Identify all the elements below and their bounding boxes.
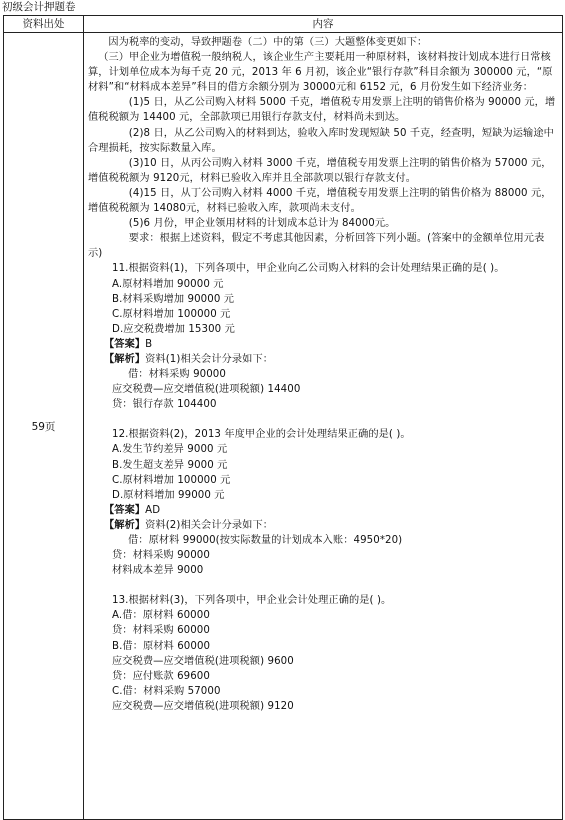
content-line	[88, 503, 558, 518]
line-text: A.借：原材料 60000	[112, 610, 210, 622]
content-line	[88, 382, 558, 397]
answer-tag: 【答案】	[104, 504, 146, 516]
line-text: C.借：材料采购 57000	[112, 685, 221, 697]
exam-table	[3, 15, 563, 820]
spacer	[88, 412, 558, 427]
content-line	[88, 261, 558, 276]
content-line	[88, 126, 558, 156]
content-line	[88, 623, 558, 638]
content-line	[88, 608, 558, 623]
table-row	[4, 33, 563, 820]
line-text: (5)6 月份，甲企业领用材料的计划成本总计为 84000元。	[128, 218, 396, 230]
line-text: (1)5 日，从乙公司购入材料 5000 千克，增值税专用发票上注明的销售价格为 90000 元，增值税税额为 14400 元，全部款项已用银行存款支付，材料尚未到达。	[88, 97, 556, 124]
content-line	[88, 518, 558, 533]
content-line	[88, 473, 558, 488]
content-line	[88, 50, 558, 95]
header-content: 内容	[84, 16, 563, 33]
line-text: (3)10 日，从丙公司购入材料 3000 千克，增值税专用发票上注明的销售价格为 57000 元，增值税税额为 9120元，材料已验收入库并且全部款项以银行存款支付。	[88, 157, 552, 184]
line-text: (2)8 日，从乙公司购入的材料到达，验收入库时发现短缺 50 千克，经查明，短缺为运输途中合理损耗，按实际数量入库。	[88, 127, 554, 154]
content-line	[88, 35, 558, 50]
line-text: B.材料采购增加 90000 元	[112, 293, 235, 305]
line-text: 贷：应付账款 69600	[112, 670, 210, 682]
line-text: 资料(1)相关会计分录如下：	[145, 353, 274, 365]
line-text: （三）甲企业为增值税一般纳税人，该企业生产主要耗用一种原材料，该材料按计划成本进行日常核算，计划单位成本为每千克 20 元，2013 年 6 月初，该企业“银行存款”科目余额为 300000 元，“原材料”和“材料成本差异”科目的借方余额分别为 30000元和 6152 元，6 月份发生如下经济业务：	[88, 52, 553, 94]
content-line	[88, 322, 558, 337]
line-text: 因为税率的变动，导致押题卷（二）中的第（三）大题整体变更如下：	[108, 37, 428, 48]
line-text: 应交税费—应交增值税(进项税额) 9600	[112, 655, 294, 667]
line-text: AD	[145, 504, 161, 516]
content-line	[88, 397, 558, 412]
content-line	[88, 307, 558, 322]
content-line	[88, 337, 558, 352]
content-line	[88, 533, 558, 548]
line-text: 11.根据资料(1)，下列各项中，甲企业向乙公司购入材料的会计处理结果正确的是( )。	[112, 263, 505, 275]
line-text: 应交税费—应交增值税(进项税额) 14400	[112, 384, 301, 396]
content-cell	[84, 33, 563, 820]
line-text: 贷：材料采购 60000	[112, 625, 210, 637]
content-line	[88, 654, 558, 669]
line-text: B.发生超支差异 9000 元	[112, 459, 228, 471]
content-line	[88, 427, 558, 442]
answer-tag: 【答案】	[104, 338, 146, 350]
line-text: A.原材料增加 90000 元	[112, 278, 224, 290]
line-text: 资料(2)相关会计分录如下：	[145, 519, 274, 531]
content-line	[88, 639, 558, 654]
line-text: 要求：根据上述资料，假定不考虑其他因素，分析回答下列小题。(答案中的金额单位用元表示)	[88, 233, 545, 260]
content-line	[88, 458, 558, 473]
line-text: B.借：原材料 60000	[112, 640, 211, 652]
content-line	[88, 548, 558, 563]
line-text: 材料成本差异 9000	[112, 565, 204, 577]
content-line	[88, 442, 558, 457]
content-line	[88, 367, 558, 382]
content-line	[88, 699, 558, 714]
line-text: 借：原材料 99000(按实际数量的计划成本入账：4950*20)	[128, 535, 403, 546]
line-text: 贷：银行存款 104400	[112, 399, 217, 411]
content-line	[88, 216, 558, 231]
line-text: 12.根据资料(2)，2013 年度甲企业的会计处理结果正确的是( )。	[112, 429, 411, 441]
content-line	[88, 563, 558, 578]
content-line	[88, 684, 558, 699]
content-line	[88, 669, 558, 684]
line-text: D.原材料增加 99000 元	[112, 489, 225, 501]
line-text: B	[145, 338, 153, 350]
line-text: 应交税费—应交增值税(进项税额) 9120	[112, 700, 294, 712]
content-line	[88, 488, 558, 503]
content-body	[84, 33, 562, 714]
line-text: C.原材料增加 100000 元	[112, 474, 231, 486]
header-source: 资料出处	[4, 16, 84, 33]
line-text: 13.根据材料(3)，下列各项中，甲企业会计处理正确的是( )。	[112, 595, 392, 607]
content-line	[88, 593, 558, 608]
content-line	[88, 156, 558, 186]
line-text: (4)15 日，从丁公司购入材料 4000 千克，增值税专用发票上注明的销售价格为 88000 元，增值税税额为 14080元，材料已验收入库，款项尚未支付。	[88, 187, 552, 215]
spacer	[88, 578, 558, 593]
line-text: C.原材料增加 100000 元	[112, 308, 231, 320]
content-line	[88, 292, 558, 307]
line-text: 贷：材料采购 90000	[112, 550, 210, 562]
line-text: D.应交税费增加 15300 元	[112, 323, 235, 335]
line-text: 借：材料采购 90000	[128, 369, 226, 381]
content-line	[88, 231, 558, 261]
source-cell: 59页	[4, 33, 84, 820]
content-line	[88, 352, 558, 367]
content-line	[88, 277, 558, 292]
document-title: 初级会计押题卷	[2, 1, 76, 13]
content-line	[88, 186, 558, 216]
table-header-row	[4, 16, 563, 33]
answer-tag: 【解析】	[104, 353, 146, 365]
content-line	[88, 95, 558, 125]
line-text: A.发生节约差异 9000 元	[112, 444, 228, 456]
answer-tag: 【解析】	[104, 519, 146, 531]
